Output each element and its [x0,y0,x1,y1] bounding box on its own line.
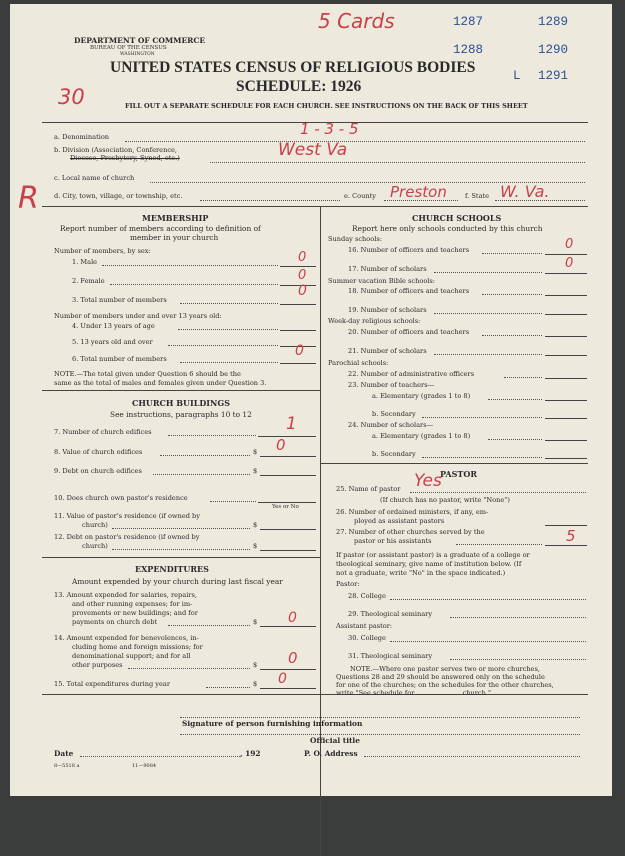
yes-no-hint: Yes or No [272,504,299,510]
q25-note: (If church has no pastor, write "None") [380,496,510,504]
q23a-label: a. Elementary (grades 1 to 8) [372,392,471,400]
q2-value: 0 [298,268,307,283]
q13-label: 13. Amount expended for salaries, repairs, [54,591,197,599]
q9-answer-line [260,475,316,476]
rule [42,390,320,391]
q14-value: 0 [288,649,298,667]
leader [488,439,542,440]
leader [482,335,542,336]
q11-label: 11. Value of pastor's residence (if owned by [54,512,200,520]
dollar-sign: $ [253,661,258,669]
q19-answer-line [545,314,587,315]
denomination-line [125,141,585,142]
q20-answer-line [545,336,587,337]
state-label: f. State [465,192,490,200]
assistant-sublabel: Assistant pastor: [336,622,393,630]
buildings-heading: CHURCH BUILDINGS [132,398,230,408]
q1-label: 1. Male [72,258,98,266]
q1-value: 0 [298,250,307,265]
pastor-note-2: Questions 28 and 29 should be answered only on the schedule [336,673,545,681]
membership-intro: Report number of members according to definition of [60,224,261,233]
leader [482,253,542,254]
q1-answer-line [280,266,316,267]
po-address-line[interactable] [364,756,580,757]
stamp-number: 1288 [453,43,484,57]
bysex-label: Number of members, by sex: [54,247,151,255]
q29-line [450,617,586,618]
dollar-sign: $ [253,467,258,475]
q23b-label: b. Secondary [372,410,416,418]
q15-answer-line [260,688,316,689]
q10-label: 10. Does church own pastor's residence [54,494,188,502]
leader [456,544,542,545]
leader [168,345,278,346]
q27-answer-line [545,545,587,546]
expenditures-subhead: Amount expended by your church during last fiscal year [72,577,283,586]
date-line[interactable] [80,756,240,757]
dollar-sign: $ [253,618,258,626]
leader [488,399,542,400]
parochial-label: Parochial schools: [328,359,389,367]
stamp-number: 1290 [538,43,569,57]
expenditures-heading: EXPENDITURES [135,564,209,574]
bureau-label: BUREAU OF THE CENSUS [90,45,167,51]
q27-label-2: pastor or his assistants [354,537,432,545]
stamp-number: 1291 [538,69,569,83]
q15-value: 0 [278,671,287,687]
local-name-label: c. Local name of church [54,174,135,182]
leader [206,687,250,688]
leader [482,294,542,295]
red-r-mark: R [18,181,39,216]
print-number: 11—9084 [132,763,157,769]
dollar-sign: $ [253,448,258,456]
q30-label: 30. College [348,634,386,642]
q6-value: 0 [295,343,304,359]
pastor-note: NOTE.—Where one pastor serves two or more churches, [350,665,540,673]
leader [422,457,542,458]
summer-label: Summer vacation Bible schools: [328,277,436,285]
leader [112,528,250,529]
leader [168,435,256,436]
q5-label: 5. 13 years old and over [72,338,153,346]
q24b-label: b. Secondary [372,450,416,458]
q14-label-3: denominational support; and for all [72,652,191,660]
serial-number: 30 [58,85,85,109]
q3-answer-line [280,304,316,305]
official-title-label: Official title [310,736,360,745]
q8-answer-line [260,456,316,457]
rule [42,694,588,695]
division-label-2: Diocese, Presbytery, Synod, etc.) [70,154,180,162]
rule [320,463,588,464]
rule [42,206,588,207]
q20-label: 20. Number of officers and teachers [348,328,470,336]
pastor-sublabel: Pastor: [336,580,360,588]
sunday-label: Sunday schools: [328,235,382,243]
signature-label: Signature of person furnishing information [182,719,363,728]
q8-value: 0 [276,436,286,454]
buildings-subhead: See instructions, paragraphs 10 to 12 [110,410,252,419]
q23-label: 23. Number of teachers— [348,381,435,389]
q17-value: 0 [565,256,574,271]
membership-heading: MEMBERSHIP [142,213,209,223]
q22-answer-line [545,378,587,379]
leader [434,354,542,355]
membership-intro-2: member in your church [130,233,219,242]
stamp-prefix: L [513,69,521,83]
schools-heading: CHURCH SCHOOLS [412,213,502,223]
schools-subhead: Report here only schools conducted by this church [352,224,543,233]
form-number: 8—5518 a [54,763,80,769]
leader [180,362,278,363]
q21-answer-line [545,355,587,356]
q14-label-2: cluding home and foreign missions; for [72,643,203,651]
leader [422,417,542,418]
q26-label-2: ployed as assistant pastors [354,517,445,525]
leader [504,377,542,378]
q14-label: 14. Amount expended for benevolences, in- [54,634,199,642]
q4-answer-line [280,330,316,331]
leader [128,668,250,669]
cards-note: 5 Cards [318,9,395,33]
q7-value: 1 [286,414,297,434]
q11-answer-line [260,529,316,530]
q3-value: 0 [298,283,307,299]
q13-label-3: provements or new buildings; and for [72,609,198,617]
form-title: UNITED STATES CENSUS OF RELIGIOUS BODIES [110,59,476,76]
q26-label: 26. Number of ordained ministers, if any, em- [336,508,489,516]
leader [178,329,278,330]
membership-note: NOTE.—The total given under Question 6 should be the [54,370,241,378]
dollar-sign: $ [253,521,258,529]
q24a-answer-line [545,440,587,441]
county-value: Preston [390,183,447,201]
q7-label: 7. Number of church edifices [54,428,152,436]
denomination-label: a. Denomination [54,133,110,141]
q13-label-2: and other running expenses; for im- [72,600,193,608]
dollar-sign: $ [253,542,258,550]
q24-label: 24. Number of scholars— [348,421,434,429]
q4-label: 4. Under 13 years of age [72,322,155,330]
age-subhead: Number of members under and over 13 years old: [54,312,222,320]
rule [42,557,320,558]
q12-label: 12. Debt on pastor's residence (if owned by [54,533,200,541]
leader [153,474,250,475]
q7-answer-line [258,436,316,437]
graduate-note: If pastor (or assistant pastor) is a graduate of a college or [336,551,530,559]
q12-answer-line [260,550,316,551]
leader [102,265,278,266]
q22-label: 22. Number of administrative officers [348,370,475,378]
q8-label: 8. Value of church edifices [54,448,143,456]
q14-answer-line [260,669,316,670]
q16-answer-line [545,254,587,255]
q16-value: 0 [565,237,574,252]
q29-label: 29. Theological seminary [348,610,433,618]
q17-label: 17. Number of scholars [348,265,427,273]
q13-answer-line [260,626,316,627]
q24b-answer-line [545,458,587,459]
leader [434,272,542,273]
column-divider [320,206,321,856]
leader [112,549,250,550]
department-label: DEPARTMENT OF COMMERCE [74,36,206,45]
q6-label: 6. Total number of members [72,355,167,363]
q31-label: 31. Theological seminary [348,652,433,660]
county-label: e. County [344,192,376,200]
leader [160,455,250,456]
po-address-label: P. O. Address [304,749,358,758]
date-label: Date [54,749,74,758]
q21-label: 21. Number of scholars [348,347,427,355]
q31-line [450,659,586,660]
weekday-label: Week-day religious schools: [328,317,421,325]
division-value: West Va [278,140,348,160]
q6-answer-line [280,363,316,364]
q26-answer-line [545,525,587,526]
pastor-note-4: write "See schedule for ..................... church." [336,689,491,697]
q12-label-2: church) [82,542,108,550]
q14-label-4: other purposes [72,661,123,669]
denomination-value: 1 - 3 - 5 [300,120,359,138]
pastor-note-3: for one of the churches; on the schedules for the other churches, [336,681,554,689]
q25-value: Yes [414,471,442,491]
stamp-number: 1289 [538,15,569,29]
q23b-answer-line [545,418,587,419]
q2-label: 2. Female [72,277,105,285]
city-town-label: d. City, town, village, or township, etc. [54,192,183,200]
leader [168,625,250,626]
pastor-heading: PASTOR [440,469,477,479]
state-value: W. Va. [500,182,550,201]
q9-label: 9. Debt on church edifices [54,467,142,475]
q19-label: 19. Number of scholars [348,306,427,314]
division-line [210,162,585,163]
q17-answer-line [545,273,587,274]
q13-value: 0 [288,610,297,626]
q23a-answer-line [545,400,587,401]
q16-label: 16. Number of officers and teachers [348,246,470,254]
dollar-sign: $ [253,680,258,688]
leader [434,313,542,314]
leader [180,303,278,304]
q28-line [390,599,586,600]
q27-label: 27. Number of other churches served by the [336,528,485,536]
division-label: b. Division (Association, Conference, [54,146,178,154]
q15-label: 15. Total expenditures during year [54,680,170,688]
q13-label-4: payments on church debt [72,618,158,626]
graduate-note-3: not a graduate, write "No" in the space indicated.) [336,569,506,577]
membership-note-2: same as the total of males and females given under Question 3. [54,379,267,387]
q18-label: 18. Number of officers and teachers [348,287,470,295]
census-schedule-sheet [10,4,612,796]
signature-line[interactable] [180,717,580,718]
year-label: , 192 [240,749,261,758]
official-title-line[interactable] [180,734,580,735]
q28-label: 28. College [348,592,386,600]
leader [110,284,278,285]
q25-line [410,492,586,493]
q11-label-2: church) [82,521,108,529]
q10-answer-line [258,502,316,503]
schedule-title: SCHEDULE: 1926 [236,78,362,95]
q30-line [390,641,586,642]
q25-label: 25. Name of pastor [336,485,401,493]
q24a-label: a. Elementary (grades 1 to 8) [372,432,471,440]
graduate-note-2: theological seminary, give name of institution below. (If [336,560,522,568]
city-label: WASHINGTON [120,52,155,57]
stamp-number: 1287 [453,15,484,29]
q18-answer-line [545,295,587,296]
q27-value: 5 [566,527,576,545]
leader [210,501,256,502]
instruction-line: FILL OUT A SEPARATE SCHEDULE FOR EACH CHURCH. SEE INSTRUCTIONS ON THE BACK OF THIS SHEET [125,102,528,110]
city-line [200,200,340,201]
q3-label: 3. Total number of members [72,296,167,304]
